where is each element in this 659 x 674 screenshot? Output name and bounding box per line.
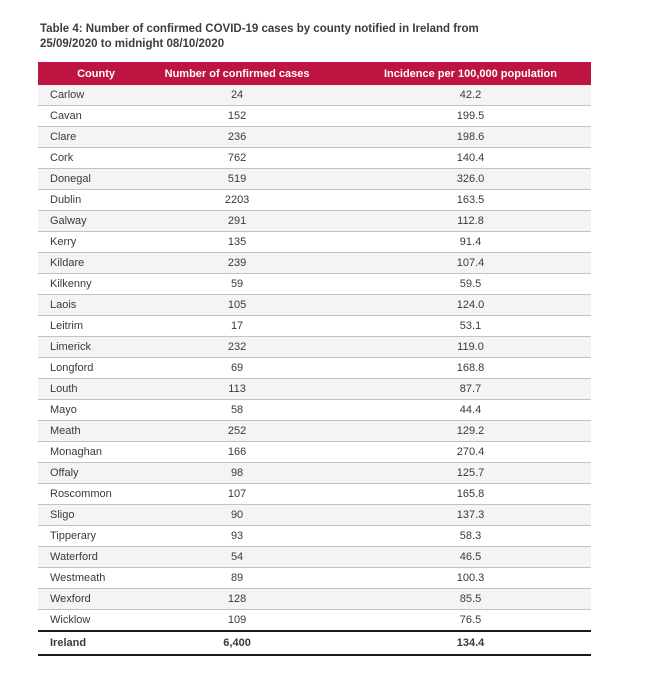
table-row <box>38 169 591 190</box>
cell-county: Dublin <box>38 190 154 211</box>
cell-incidence: 326.0 <box>320 169 591 190</box>
cell-cases: 109 <box>154 610 320 632</box>
table-row <box>38 85 591 106</box>
table-row <box>38 190 591 211</box>
cell-cases: 107 <box>154 484 320 505</box>
cell-county: Galway <box>38 211 154 232</box>
cell-county: Wexford <box>38 589 154 610</box>
table-row <box>38 211 591 232</box>
cell-cases: 239 <box>154 253 320 274</box>
cell-cases: 236 <box>154 127 320 148</box>
table-body <box>38 85 591 631</box>
table-row <box>38 589 591 610</box>
cell-cases: 69 <box>154 358 320 379</box>
cell-incidence: 112.8 <box>320 211 591 232</box>
cell-incidence: 87.7 <box>320 379 591 400</box>
cell-incidence: 53.1 <box>320 316 591 337</box>
cell-incidence: 198.6 <box>320 127 591 148</box>
table-row <box>38 379 591 400</box>
cell-incidence: 100.3 <box>320 568 591 589</box>
table-title-line2: 25/09/2020 to midnight 08/10/2020 <box>40 38 225 50</box>
cell-county: Limerick <box>38 337 154 358</box>
cell-incidence: 91.4 <box>320 232 591 253</box>
cell-cases: 232 <box>154 337 320 358</box>
table-row <box>38 232 591 253</box>
cell-county: Westmeath <box>38 568 154 589</box>
cell-incidence: 85.5 <box>320 589 591 610</box>
cell-county: Kilkenny <box>38 274 154 295</box>
header-cases: Number of confirmed cases <box>154 62 320 85</box>
cell-cases: 135 <box>154 232 320 253</box>
table-row <box>38 568 591 589</box>
cell-incidence: 46.5 <box>320 547 591 568</box>
cell-incidence: 124.0 <box>320 295 591 316</box>
table-row <box>38 442 591 463</box>
cell-incidence: 119.0 <box>320 337 591 358</box>
cell-incidence: 168.8 <box>320 358 591 379</box>
total-county-label: Ireland <box>38 631 154 655</box>
table-row <box>38 484 591 505</box>
table-row <box>38 316 591 337</box>
cell-county: Monaghan <box>38 442 154 463</box>
table-row <box>38 547 591 568</box>
cell-incidence: 42.2 <box>320 85 591 106</box>
cell-cases: 17 <box>154 316 320 337</box>
cell-incidence: 125.7 <box>320 463 591 484</box>
cell-county: Mayo <box>38 400 154 421</box>
cell-county: Waterford <box>38 547 154 568</box>
cell-cases: 93 <box>154 526 320 547</box>
cell-county: Clare <box>38 127 154 148</box>
cell-county: Carlow <box>38 85 154 106</box>
cell-incidence: 199.5 <box>320 106 591 127</box>
cell-cases: 166 <box>154 442 320 463</box>
cell-cases: 2203 <box>154 190 320 211</box>
cell-county: Longford <box>38 358 154 379</box>
cell-county: Kildare <box>38 253 154 274</box>
table-row <box>38 127 591 148</box>
cell-incidence: 129.2 <box>320 421 591 442</box>
table-row <box>38 505 591 526</box>
table-row <box>38 463 591 484</box>
cell-cases: 59 <box>154 274 320 295</box>
cell-county: Sligo <box>38 505 154 526</box>
table-row <box>38 358 591 379</box>
cell-incidence: 44.4 <box>320 400 591 421</box>
cell-incidence: 76.5 <box>320 610 591 632</box>
cell-cases: 128 <box>154 589 320 610</box>
cell-county: Leitrim <box>38 316 154 337</box>
cell-county: Donegal <box>38 169 154 190</box>
cell-county: Roscommon <box>38 484 154 505</box>
total-incidence-value: 134.4 <box>320 631 591 655</box>
cell-cases: 89 <box>154 568 320 589</box>
cell-cases: 54 <box>154 547 320 568</box>
total-row <box>38 631 591 655</box>
cell-cases: 291 <box>154 211 320 232</box>
cell-incidence: 270.4 <box>320 442 591 463</box>
cell-county: Kerry <box>38 232 154 253</box>
table-row <box>38 610 591 632</box>
table-row <box>38 148 591 169</box>
cell-incidence: 140.4 <box>320 148 591 169</box>
cell-county: Meath <box>38 421 154 442</box>
total-cases-value: 6,400 <box>154 631 320 655</box>
cell-cases: 762 <box>154 148 320 169</box>
cell-county: Offaly <box>38 463 154 484</box>
cell-incidence: 107.4 <box>320 253 591 274</box>
cell-incidence: 137.3 <box>320 505 591 526</box>
cell-cases: 90 <box>154 505 320 526</box>
cell-cases: 58 <box>154 400 320 421</box>
table-row <box>38 253 591 274</box>
table-row <box>38 526 591 547</box>
table-row <box>38 421 591 442</box>
cell-cases: 519 <box>154 169 320 190</box>
cell-cases: 98 <box>154 463 320 484</box>
header-incidence: Incidence per 100,000 population <box>320 62 591 85</box>
table-row <box>38 274 591 295</box>
cell-incidence: 163.5 <box>320 190 591 211</box>
table-row <box>38 295 591 316</box>
table-row <box>38 400 591 421</box>
cell-cases: 113 <box>154 379 320 400</box>
cell-cases: 152 <box>154 106 320 127</box>
cell-county: Louth <box>38 379 154 400</box>
cell-county: Laois <box>38 295 154 316</box>
cell-county: Tipperary <box>38 526 154 547</box>
cell-county: Cavan <box>38 106 154 127</box>
cell-incidence: 59.5 <box>320 274 591 295</box>
cell-cases: 105 <box>154 295 320 316</box>
cell-incidence: 165.8 <box>320 484 591 505</box>
table-header-row <box>38 62 591 85</box>
cell-county: Cork <box>38 148 154 169</box>
cell-cases: 24 <box>154 85 320 106</box>
covid-county-table <box>38 62 591 656</box>
header-county: County <box>38 62 154 85</box>
table-title <box>40 22 580 52</box>
cell-county: Wicklow <box>38 610 154 632</box>
cell-incidence: 58.3 <box>320 526 591 547</box>
cell-cases: 252 <box>154 421 320 442</box>
table-row <box>38 337 591 358</box>
table-title-line1: Table 4: Number of confirmed COVID-19 cases by county notified in Ireland from <box>40 23 479 35</box>
table-row <box>38 106 591 127</box>
